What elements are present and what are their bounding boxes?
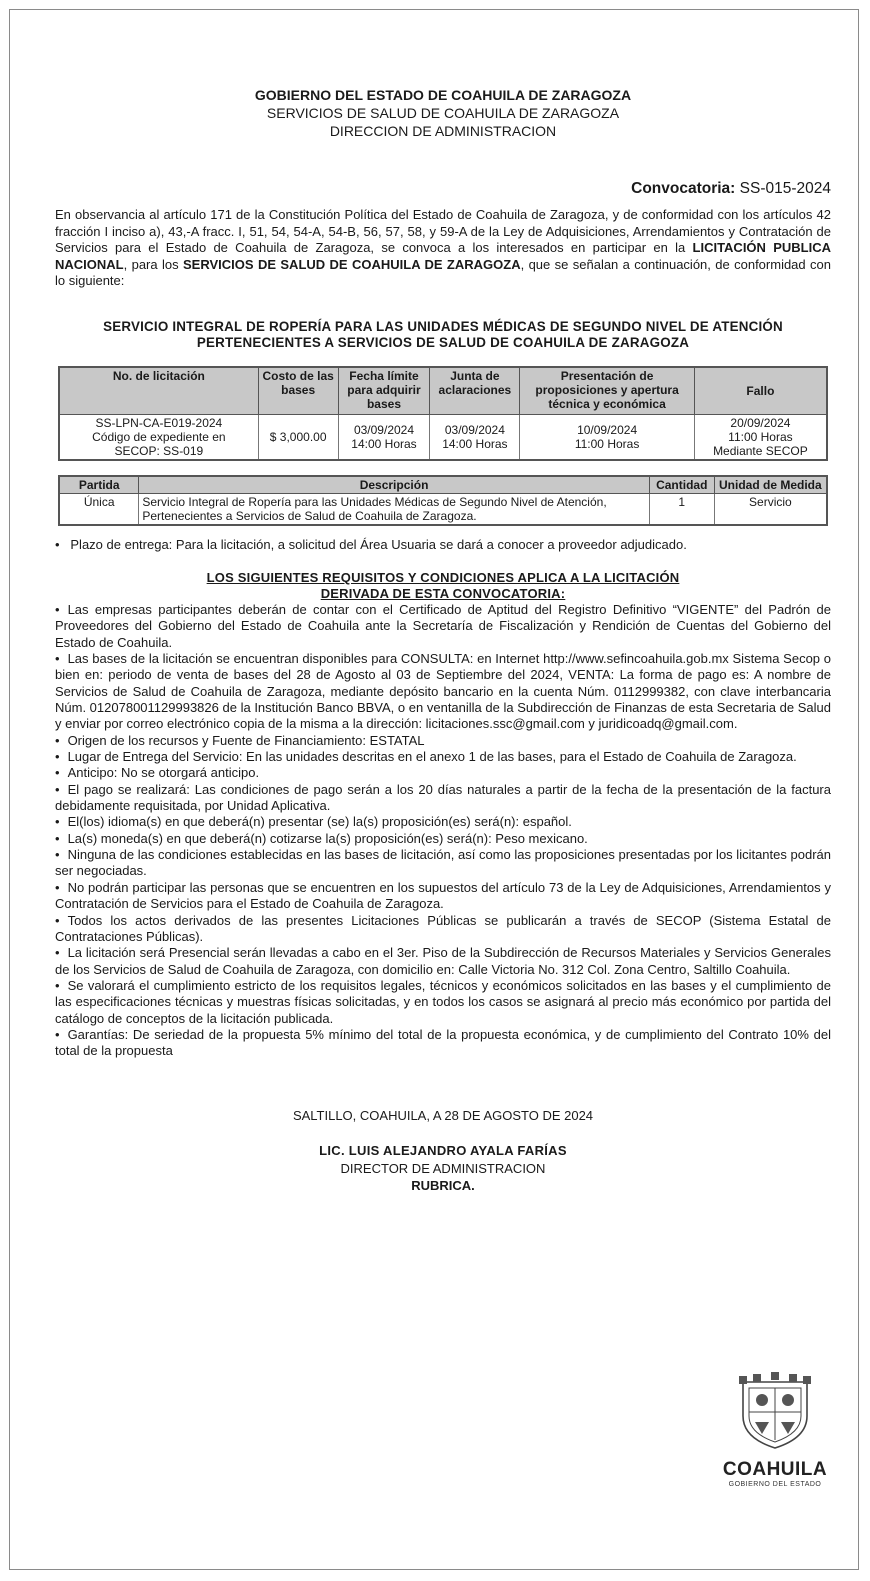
col-partida: Partida — [59, 476, 139, 494]
licitacion-table — [58, 366, 828, 461]
header-health-services: SERVICIOS DE SALUD DE COAHUILA DE ZARAGOZA — [266, 105, 620, 121]
convocatoria-value: SS-015-2024 — [739, 180, 831, 197]
col-descripcion: Descripción — [139, 476, 649, 494]
plazo-text: Plazo de entrega: Para la licitación, a solicitud del Área Usuaria se dará a conocer a proveedor adjudicado. — [70, 536, 687, 552]
table-row — [59, 493, 827, 525]
junta-time: 14:00 Horas — [442, 436, 508, 451]
presentacion-date: 10/09/2024 — [577, 422, 638, 437]
list-item: • Las bases de la licitación se encuentran disponibles para CONSULTA: en Internet http://www.sefincoahuila.gob.mx Sistema Secop o bien en: periodo de venta de bases del 28 de Agosto al 03 de Septiembre del 2024, VENTA: La forma de pago es: A nombre de Servicios de Salud de Coahuila de Zaragoza, mediante depósito bancario en la cuenta Núm. 0112999382, con clave interbancaria Núm. 012078001129993826 de la Institución Banco BBVA, o en ventanilla de la Subdirección de Finanzas de esta Secretaria de Salud y enviar por correo electrónico copia de la misma a la dirección: licitaciones.ssc@gmail.com y juridicoadq@gmail.com. — [55, 651, 831, 733]
partida-table-header — [59, 476, 827, 494]
cell-partida: Única — [59, 493, 139, 525]
signer-name: LIC. LUIS ALEJANDRO AYALA FARÍAS — [319, 1143, 567, 1159]
logo-wordmark: COAHUILA — [722, 1459, 828, 1480]
junta-date: 03/09/2024 — [444, 422, 505, 437]
state-coat-of-arms-icon — [729, 1372, 821, 1452]
rubrica: RUBRICA. — [411, 1178, 475, 1194]
list-item: • El(los) idioma(s) en que deberá(n) presentar (se) la(s) proposición(es) será(n): español. — [55, 814, 831, 830]
fallo-date: 20/09/2024 — [730, 415, 791, 430]
fallo-time: 11:00 Horas — [728, 429, 793, 444]
cell-fecha-limite — [338, 414, 430, 460]
list-item: • Origen de los recursos y Fuente de Financiamiento: ESTATAL — [55, 733, 831, 749]
document-body — [55, 86, 831, 1195]
col-fecha-limite: Fecha límite para adquirir bases — [338, 367, 430, 415]
list-item: • Anticipo: No se otorgará anticipo. — [55, 765, 831, 781]
list-item: • Se valorará el cumplimiento estricto de los requisitos legales, técnicos y económicos solicitados en las bases y el cumplimiento de las especificaciones técnicas y muestras físicas solicitadas, y en todos los casos se asignará al precio más económico por partida del catálogo de conceptos de la licitación publicada. — [55, 978, 831, 1027]
presentacion-time: 11:00 Horas — [574, 436, 640, 451]
requirements-title-line2: DERIVADA DE ESTA CONVOCATORIA: — [320, 585, 566, 601]
service-title-line2: PERTENECIENTES A SERVICIOS DE SALUD DE COAHUILA DE ZARAGOZA — [196, 335, 690, 351]
list-item: • Ninguna de las condiciones establecidas en las bases de licitación, así como las proposiciones presentadas por los licitantes podrán ser negociadas. — [55, 847, 831, 880]
convocatoria-label: Convocatoria: — [631, 180, 736, 197]
fecha-limite-date: 03/09/2024 — [353, 422, 415, 437]
col-fallo: Fallo — [694, 367, 827, 415]
service-title — [55, 319, 831, 352]
requirements-title — [55, 570, 831, 602]
list-item: • No podrán participar las personas que se encuentren en los supuestos del artículo 73 de la Ley de Adquisiciones, Arrendamientos y Contratación de Servicios para el Estado de Coahuila de Zaragoza. — [55, 880, 831, 913]
cell-junta — [430, 414, 520, 460]
cell-licitacion — [59, 414, 258, 460]
cell-costo: $ 3,000.00 — [258, 414, 338, 460]
licitacion-table-header — [59, 367, 827, 415]
intro-bold-licitacion: LICITACIÓN PUBLICA NACIONAL — [55, 240, 831, 272]
intro-text-3: , que se señalan a continuación, de conformidad con lo siguiente: — [55, 256, 831, 289]
fallo-medium: Mediante SECOP — [713, 443, 808, 458]
col-presentacion: Presentación de proposiciones y apertura técnica y económica — [520, 367, 695, 415]
requirements-list — [55, 602, 831, 1060]
intro-text-2: , para los — [123, 256, 183, 272]
list-item: • Las empresas participantes deberán de contar con el Certificado de Aptitud del Registro Definitivo “VIGENTE” del Padrón de Proveedores del Gobierno del Estado de Coahuila ante la Secretaría de Fiscalización y Rendición de Cuentas del Gobierno del Estado de Coahuila. — [55, 602, 831, 651]
bullet: • — [55, 536, 71, 552]
expediente-number: SECOP: SS-019 — [114, 443, 204, 458]
document-header — [55, 86, 831, 140]
cell-fallo — [694, 414, 827, 460]
col-junta: Junta de aclaraciones — [430, 367, 520, 415]
col-no-licitacion: No. de licitación — [59, 367, 258, 415]
logo-subtitle: GOBIERNO DEL ESTADO — [728, 1481, 822, 1488]
cell-cantidad: 1 — [649, 493, 714, 525]
convocatoria-number — [55, 180, 831, 198]
plazo-entrega — [55, 536, 831, 553]
cell-descripcion: Servicio Integral de Ropería para las Unidades Médicas de Segundo Nivel de Atención, Pertenecientes a Servicios de Salud de Coahuila de Zaragoza. — [139, 493, 649, 525]
list-item: • La(s) moneda(s) en que deberá(n) cotizarse la(s) proposición(es) será(n): Peso mexicano. — [55, 831, 831, 847]
list-item: • La licitación será Presencial serán llevadas a cabo en el 3er. Piso de la Subdirección de Recursos Materiales y Servicios Generales de los Servicios de Salud de Coahuila de Zaragoza, con domicilio en: Calle Victoria No. 312 Col. Zona Centro, Saltillo Coahuila. — [55, 945, 831, 978]
service-title-line1: SERVICIO INTEGRAL DE ROPERÍA PARA LAS UNIDADES MÉDICAS DE SEGUNDO NIVEL DE ATENCIÓN — [103, 318, 783, 334]
header-administration: DIRECCION DE ADMINISTRACION — [329, 123, 557, 139]
signer-title: DIRECTOR DE ADMINISTRACION — [340, 1160, 546, 1176]
coahuila-logo — [720, 1372, 830, 1492]
col-unidad: Unidad de Medida — [714, 476, 827, 494]
list-item: • El pago se realizará: Las condiciones de pago serán a los 20 días naturales a partir de la fecha de la presentación de la factura debidamente requisitada, por Unidad Aplicativa. — [55, 782, 831, 815]
intro-text-1: En observancia al artículo 171 de la Constitución Política del Estado de Coahuila de Zaragoza, y de conformidad con los artículos 42 fracción I inciso a), 43,-A fracc. I, 51, 54, 54-A, 54-B, 56, 57, 58, y 59-A de la Ley de Adquisiciones, Arrendamientos y Contratación de Servicios para el Estado de Coahuila de Zaragoza, se convoca a los interesados en participar en la — [55, 207, 831, 256]
licitacion-number: SS-LPN-CA-E019-2024 — [95, 415, 223, 430]
cell-unidad: Servicio — [714, 493, 827, 525]
col-cantidad: Cantidad — [649, 476, 714, 494]
header-government: GOBIERNO DEL ESTADO DE COAHUILA DE ZARAGOZA — [254, 87, 632, 103]
intro-bold-servicios: SERVICIOS DE SALUD DE COAHUILA DE ZARAGOZA — [183, 256, 521, 272]
list-item: • Garantías: De seriedad de la propuesta 5% mínimo del total de la propuesta económica, y de cumplimiento del Contrato 10% del total de la propuesta — [55, 1027, 831, 1060]
signature-block — [55, 1142, 831, 1195]
partida-table — [58, 475, 828, 526]
intro-paragraph — [55, 207, 831, 290]
place-date: SALTILLO, COAHUILA, A 28 DE AGOSTO DE 2024 — [292, 1107, 594, 1123]
cell-presentacion — [520, 414, 695, 460]
list-item: • Lugar de Entrega del Servicio: En las unidades descritas en el anexo 1 de las bases, para el Estado de Coahuila de Zaragoza. — [55, 749, 831, 765]
list-item: • Todos los actos derivados de las presentes Licitaciones Públicas se publicarán a través de SECOP (Sistema Estatal de Contrataciones Públicas). — [55, 913, 831, 946]
expediente-label: Código de expediente en — [92, 429, 226, 444]
col-costo: Costo de las bases — [258, 367, 338, 415]
fecha-limite-time: 14:00 Horas — [351, 436, 417, 451]
requirements-title-line1: LOS SIGUIENTES REQUISITOS Y CONDICIONES APLICA A LA LICITACIÓN — [206, 569, 680, 585]
table-row — [59, 414, 827, 460]
